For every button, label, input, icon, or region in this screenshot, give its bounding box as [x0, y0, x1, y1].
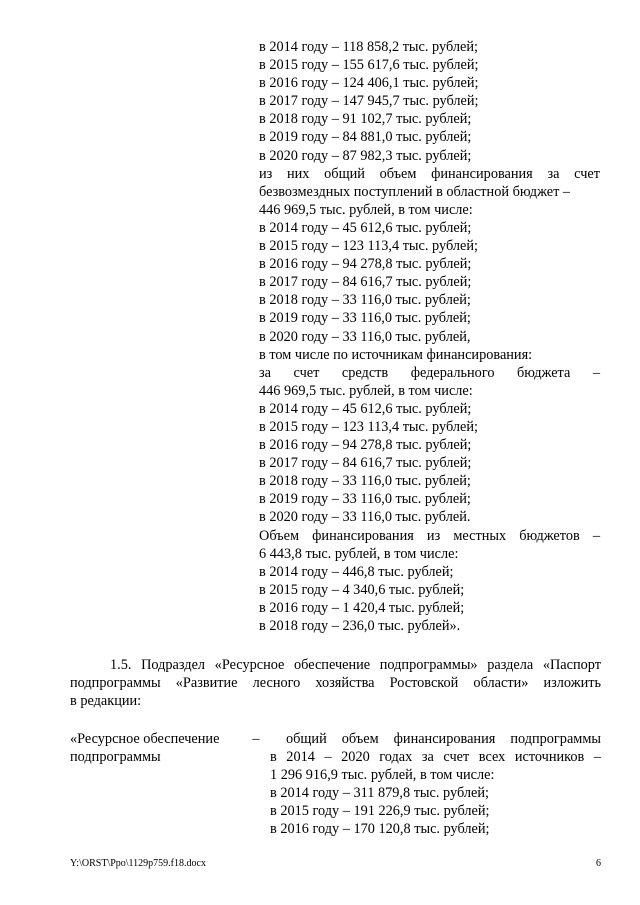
text-line: в 2016 году – 94 278,8 тыс. рублей;: [259, 256, 472, 273]
text-line: Объем финансирования из местных бюджетов –: [259, 527, 600, 544]
text-line: 446 969,5 тыс. рублей, в том числе:: [259, 382, 473, 399]
text-line: в 2018 году – 91 102,7 тыс. рублей;: [259, 111, 472, 128]
text-line: в 2017 году – 147 945,7 тыс. рублей;: [259, 93, 479, 110]
row-content-line: 1 296 916,9 тыс. рублей, в том числе:: [270, 767, 495, 784]
row-label: [70, 730, 242, 839]
row-label-line: «Ресурсное обеспечение: [70, 731, 220, 747]
text-line: в 2018 году – 33 116,0 тыс. рублей;: [259, 292, 471, 309]
text-line: в 2015 году – 4 340,6 тыс. рублей;: [259, 581, 465, 598]
resource-table: [70, 730, 601, 839]
text-line: в 2017 году – 84 616,7 тыс. рублей;: [259, 274, 472, 291]
text-line: в 2014 году – 45 612,6 тыс. рублей;: [259, 219, 472, 236]
text-line: из них общий объем финансирования за счет: [259, 165, 600, 182]
page-number: 6: [596, 858, 601, 869]
text-line: в 2015 году – 155 617,6 тыс. рублей;: [259, 57, 479, 74]
text-line: в том числе по источникам финансирования:: [259, 346, 533, 363]
text-line: 6 443,8 тыс. рублей, в том числе:: [259, 545, 459, 562]
top-text-block: [259, 38, 600, 635]
page-footer: [70, 858, 601, 869]
section-line: в редакции:: [70, 693, 142, 710]
text-line: в 2020 году – 33 116,0 тыс. рублей.: [259, 509, 471, 526]
row-dash: –: [252, 731, 260, 747]
text-line: в 2015 году – 123 113,4 тыс. рублей;: [259, 238, 478, 255]
row-content-line: в 2015 году – 191 226,9 тыс. рублей;: [270, 803, 490, 820]
section-line: 1.5. Подраздел «Ресурсное обеспечение подпрограммы» раздела «Паспорт: [110, 657, 601, 673]
text-line: в 2016 году – 1 420,4 тыс. рублей;: [259, 599, 465, 616]
row-content-line: в 2016 году – 170 120,8 тыс. рублей;: [270, 821, 490, 838]
text-line: в 2019 году – 84 881,0 тыс. рублей;: [259, 129, 472, 146]
text-line: в 2020 году – 87 982,3 тыс. рублей;: [259, 147, 472, 164]
row-content-line: в 2014 – 2020 годах за счет всех источников –: [270, 749, 601, 766]
text-line: в 2014 году – 118 858,2 тыс. рублей;: [259, 39, 478, 55]
row-content-line: общий объем финансирования подпрограммы: [286, 731, 601, 747]
table-row: [70, 730, 601, 839]
text-line: в 2016 году – 94 278,8 тыс. рублей;: [259, 437, 472, 454]
text-line: в 2019 году – 33 116,0 тыс. рублей;: [259, 310, 471, 327]
text-line: в 2014 году – 446,8 тыс. рублей;: [259, 563, 454, 580]
section-paragraph: [70, 656, 601, 710]
row-content-line: в 2014 году – 311 879,8 тыс. рублей;: [270, 785, 489, 802]
text-line: в 2018 году – 33 116,0 тыс. рублей;: [259, 473, 471, 490]
text-line: в 2016 году – 124 406,1 тыс. рублей;: [259, 75, 479, 92]
text-line: 446 969,5 тыс. рублей, в том числе:: [259, 201, 473, 218]
text-line: в 2015 году – 123 113,4 тыс. рублей;: [259, 418, 478, 435]
text-line: в 2014 году – 45 612,6 тыс. рублей;: [259, 400, 472, 417]
row-content: [270, 730, 601, 839]
text-line: в 2020 году – 33 116,0 тыс. рублей,: [259, 328, 471, 345]
text-line: безвозмездных поступлений в областной бюджет –: [259, 183, 571, 200]
text-line: за счет средств федерального бюджета –: [259, 364, 600, 381]
text-line: в 2018 году – 236,0 тыс. рублей».: [259, 618, 461, 634]
text-line: в 2017 году – 84 616,7 тыс. рублей;: [259, 455, 472, 472]
row-label-line: подпрограммы: [70, 749, 161, 766]
text-line: в 2019 году – 33 116,0 тыс. рублей;: [259, 491, 471, 508]
file-path: Y:\ORST\Ppo\1129p759.f18.docx: [70, 858, 206, 869]
section-line: подпрограммы «Развитие лесного хозяйства Ростовской области» изложить: [70, 675, 601, 692]
